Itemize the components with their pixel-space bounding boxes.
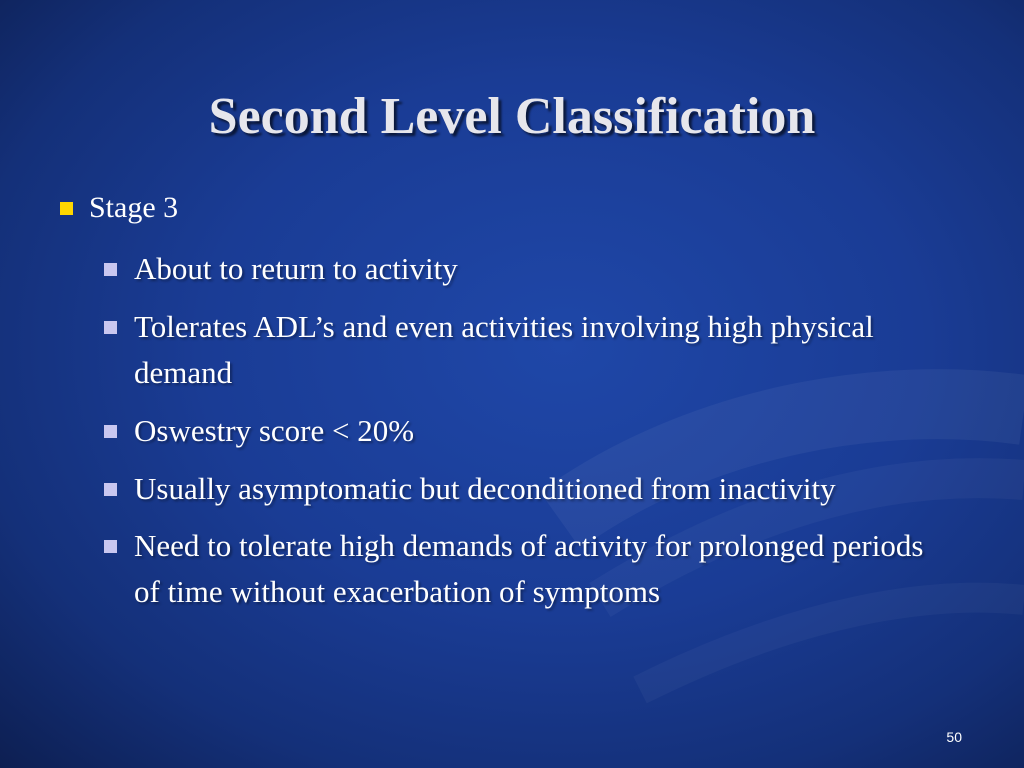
sub-bullet-text: Usually asymptomatic but deconditioned from inactivity — [134, 470, 836, 506]
square-bullet-icon — [104, 540, 117, 553]
bullet-text: Stage 3 — [89, 191, 179, 224]
square-bullet-icon — [104, 321, 117, 334]
sub-bullet-text: About to return to activity — [134, 251, 458, 286]
square-bullet-icon — [104, 263, 117, 276]
bullet-item-stage — [60, 190, 940, 226]
sub-bullet-text: Oswestry score < 20% — [134, 412, 415, 448]
bullet-list — [60, 190, 940, 627]
sub-bullet-item — [104, 523, 940, 615]
slide-title: Second Level Classification — [208, 88, 816, 145]
square-bullet-icon — [104, 483, 117, 496]
sub-bullet-text: Need to tolerate high demands of activity for prolonged periods of time without exacerbation of symptoms — [134, 528, 924, 610]
sub-bullet-text: Tolerates ADL’s and even activities involving high physical demand — [134, 308, 874, 390]
sub-bullet-item — [104, 246, 940, 292]
sub-bullet-item — [104, 304, 940, 396]
sub-bullet-item — [104, 408, 940, 454]
sub-bullet-item — [104, 466, 940, 512]
page-number: 50 — [946, 729, 962, 745]
square-bullet-icon — [104, 425, 117, 438]
square-bullet-icon — [60, 202, 73, 215]
